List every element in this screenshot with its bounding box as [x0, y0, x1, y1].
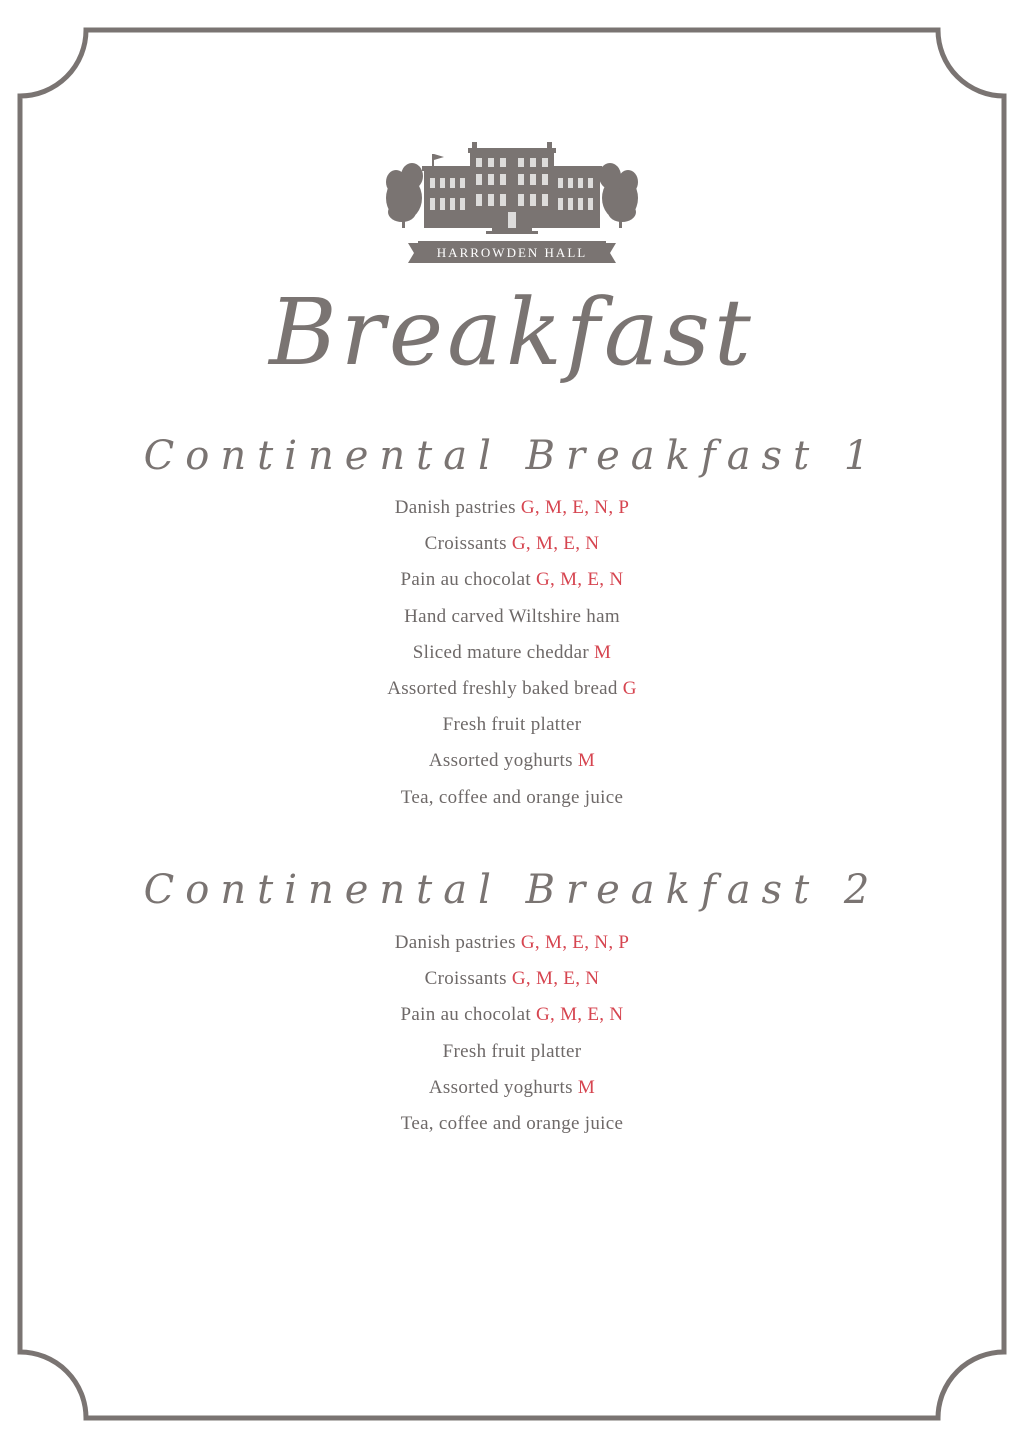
- allergen-codes: M: [594, 641, 612, 663]
- menu-item: [0, 635, 1024, 671]
- menu-item: [0, 1106, 1024, 1142]
- menu-item: [0, 743, 1024, 779]
- menu-item-name: Pain au chocolat: [400, 569, 531, 591]
- menu-item-name: Croissants: [424, 968, 507, 990]
- menu-item-name: Croissants: [424, 533, 507, 555]
- allergen-codes: G: [622, 677, 637, 699]
- menu-item-name: Hand carved Wiltshire ham: [404, 605, 620, 627]
- menu-item-name: Fresh fruit platter: [442, 1040, 582, 1062]
- menu-item: [0, 671, 1024, 707]
- menu-item: [0, 1070, 1024, 1106]
- menu-item-name: Danish pastries: [394, 932, 516, 953]
- menu-item: [0, 925, 1024, 961]
- allergen-codes: G, M, E, N, P: [520, 932, 630, 953]
- menu-item: [0, 490, 1024, 526]
- menu-item-name: Assorted freshly baked bread: [387, 677, 618, 699]
- allergen-codes: G, M, E, N: [511, 533, 600, 555]
- menu-item: [0, 997, 1024, 1033]
- menu-item-name: Pain au chocolat: [400, 1004, 531, 1026]
- logo-label: HARROWDEN HALL: [436, 245, 588, 260]
- menu-item: [0, 1034, 1024, 1070]
- menu-list: [0, 925, 1024, 1142]
- allergen-codes: G, M, E, N: [511, 968, 600, 990]
- section-title: Continental Breakfast 2: [143, 867, 881, 913]
- menu-item-name: Assorted yoghurts: [428, 1076, 573, 1098]
- menu-item: [0, 707, 1024, 743]
- allergen-codes: G, M, E, N: [535, 569, 624, 591]
- allergen-codes: M: [577, 750, 596, 772]
- menu-list: [0, 490, 1024, 816]
- page-title: Breakfast: [269, 279, 755, 386]
- menu-item-name: Tea, coffee and orange juice: [400, 786, 624, 808]
- menu-item-name: Sliced mature cheddar: [412, 641, 589, 663]
- allergen-codes: M: [577, 1076, 596, 1098]
- allergen-codes: G, M, E, N, P: [520, 497, 630, 518]
- menu-item-name: Tea, coffee and orange juice: [400, 1112, 624, 1134]
- menu-item: [0, 780, 1024, 816]
- menu-item: [0, 599, 1024, 635]
- allergen-codes: G, M, E, N: [535, 1004, 624, 1026]
- menu-item: [0, 961, 1024, 997]
- menu-item-name: Assorted yoghurts: [428, 750, 573, 772]
- menu-item: [0, 526, 1024, 562]
- menu-item-name: Fresh fruit platter: [442, 714, 582, 736]
- section-title: Continental Breakfast 1: [143, 433, 881, 479]
- menu-item: [0, 562, 1024, 598]
- menu-item-name: Danish pastries: [394, 497, 516, 518]
